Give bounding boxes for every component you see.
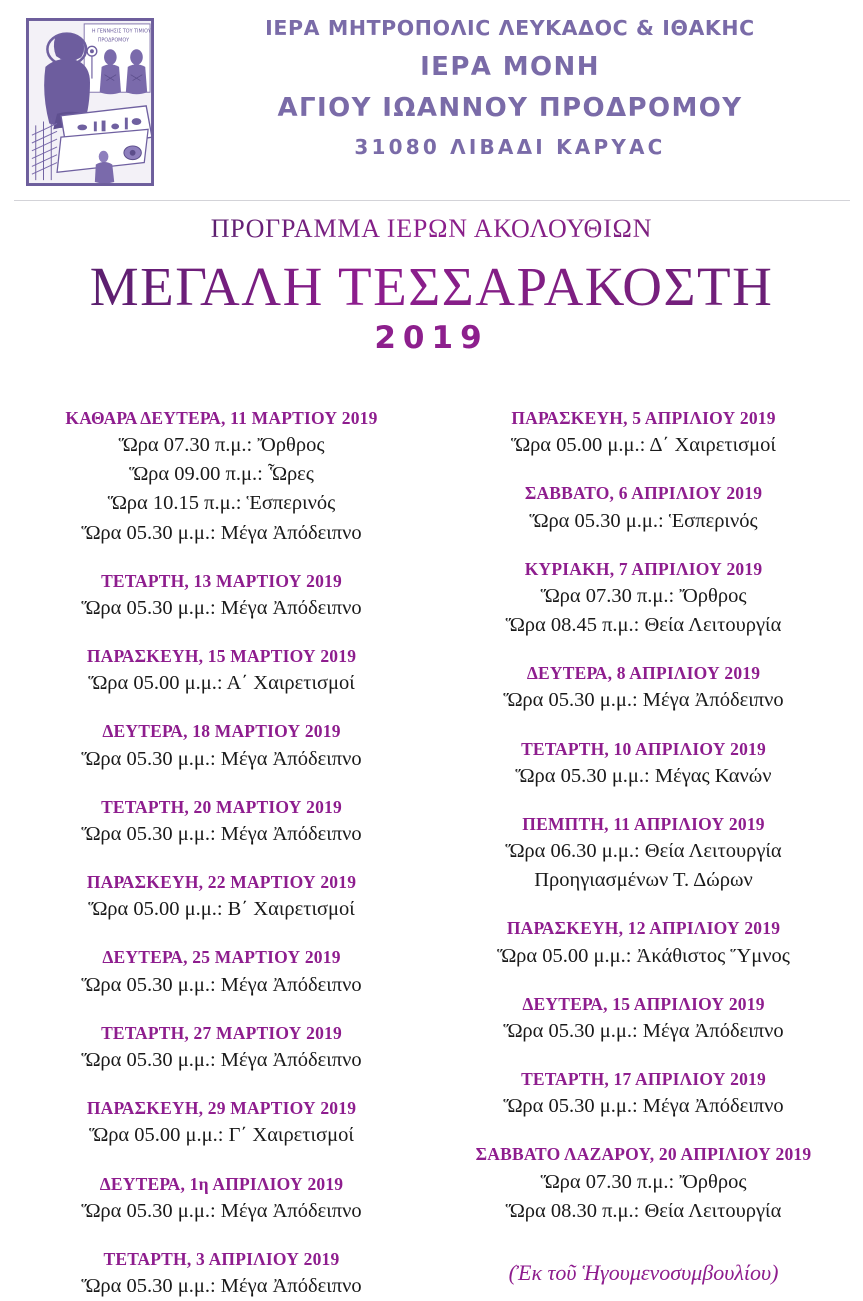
postal-address: 31080 ΛΙΒΑΔΙ ΚΑΡΥΑϹ bbox=[354, 134, 666, 159]
entry-service-line: Ὥρα 08.45 π.μ.: Θεία Λειτουργία bbox=[505, 614, 782, 637]
entry-service-line: Ὥρα 07.30 π.μ.: Ὄρθρος bbox=[118, 434, 325, 457]
svg-text:ΠΡΟΔΡΟΜΟΥ: ΠΡΟΔΡΟΜΟΥ bbox=[97, 37, 130, 44]
entry-service-line: Ὥρα 05.30 μ.μ.: Μέγα Ἀπόδειπνο bbox=[81, 596, 362, 619]
entry-date: ΤΕΤΑΡΤΗ, 27 ΜΑΡΤΙΟΥ 2019 bbox=[101, 1022, 342, 1043]
schedule-entry bbox=[30, 869, 413, 924]
entry-service-line: Ὥρα 05.30 μ.μ.: Μέγα Ἀπόδειπνο bbox=[503, 1095, 784, 1118]
schedule-column-right bbox=[431, 405, 862, 1301]
entry-service-line: Ὥρα 05.30 μ.μ.: Μέγα Ἀπόδειπνο bbox=[81, 521, 362, 544]
program-subtitle: ΠΡΟΓΡΑΜΜΑ ΙΕΡΩΝ ΑΚΟΛΟΥΘΙΩΝ bbox=[210, 214, 653, 243]
entry-date: ΚΑΘΑΡΑ ΔΕΥΤΕΡΑ, 11 ΜΑΡΤΙΟΥ 2019 bbox=[65, 408, 378, 428]
entry-date: ΤΕΤΑΡΤΗ, 3 ΑΠΡΙΛΙΟΥ 2019 bbox=[103, 1248, 340, 1269]
entry-service-line: Ὥρα 10.15 π.μ.: Ἑσπερινός bbox=[107, 492, 336, 515]
schedule-entry bbox=[451, 1141, 836, 1225]
schedule-entry bbox=[451, 480, 836, 535]
masthead bbox=[180, 18, 840, 158]
schedule-entry bbox=[451, 736, 836, 791]
entry-service-line: Ὥρα 05.30 μ.μ.: Μέγα Ἀπόδειπνο bbox=[81, 823, 362, 846]
schedule-entry bbox=[30, 718, 413, 773]
entry-service-line: Ὥρα 05.00 μ.μ.: Ἀκάθιστος Ὕμνος bbox=[497, 944, 790, 967]
svg-text:Η ΓΕΝΝΗΣΙΣ ΤΟΥ ΤΙΜΙΟΥ: Η ΓΕΝΝΗΣΙΣ ΤΟΥ ΤΙΜΙΟΥ bbox=[91, 28, 151, 35]
schedule-entry bbox=[451, 1066, 836, 1121]
schedule-entry bbox=[30, 1171, 413, 1226]
entry-date: ΠΑΡΑΣΚΕΥΗ, 15 ΜΑΡΤΙΟΥ 2019 bbox=[86, 646, 357, 667]
schedule-entry bbox=[451, 811, 836, 895]
entry-date: ΤΕΤΑΡΤΗ, 17 ΑΠΡΙΛΙΟΥ 2019 bbox=[521, 1069, 766, 1090]
entry-service-line: Ὥρα 05.30 μ.μ.: Ἑσπερινός bbox=[529, 509, 758, 532]
entry-service-line: Ὥρα 06.30 μ.μ.: Θεία Λειτουργία bbox=[505, 840, 782, 863]
entry-service-line: Προηγιασμένων Τ. Δώρων bbox=[534, 869, 753, 892]
entry-date: ΤΕΤΑΡΤΗ, 13 ΜΑΡΤΙΟΥ 2019 bbox=[101, 570, 342, 591]
entry-date: ΠΕΜΠΤΗ, 11 ΑΠΡΙΛΙΟΥ 2019 bbox=[522, 813, 765, 834]
page-title: ΜΕΓΑΛΗ ΤΕΣΣΑΡΑΚΟΣΤΗ bbox=[89, 256, 774, 317]
monastery-label: ΙΕΡΑ ΜΟΝΗ bbox=[420, 51, 600, 82]
entry-date: ΚΥΡΙΑΚΗ, 7 ΑΠΡΙΛΙΟΥ 2019 bbox=[524, 558, 763, 579]
entry-service-line: Ὥρα 05.30 μ.μ.: Μέγα Ἀπόδειπνο bbox=[503, 689, 784, 712]
document-header bbox=[0, 0, 863, 190]
entry-date: ΠΑΡΑΣΚΕΥΗ, 22 ΜΑΡΤΙΟΥ 2019 bbox=[86, 872, 357, 893]
schedule-entry bbox=[451, 660, 836, 715]
footer-attribution: (Ἐκ τοῦ Ἡγουμενοσυμβουλίου) bbox=[508, 1259, 779, 1285]
entry-service-line: Ὥρα 05.00 μ.μ.: Β΄ Χαιρετισμοί bbox=[88, 898, 355, 921]
entry-service-line: Ὥρα 07.30 π.μ.: Ὄρθρος bbox=[540, 1170, 747, 1193]
schedule-entry bbox=[30, 794, 413, 849]
entry-service-line: Ὥρα 05.30 μ.μ.: Μέγα Ἀπόδειπνο bbox=[81, 747, 362, 770]
entry-service-line: Ὥρα 05.00 μ.μ.: Α΄ Χαιρετισμοί bbox=[88, 672, 355, 695]
schedule-entry bbox=[451, 915, 836, 970]
header-divider bbox=[14, 200, 850, 201]
entry-date: ΤΕΤΑΡΤΗ, 20 ΜΑΡΤΙΟΥ 2019 bbox=[101, 796, 342, 817]
schedule-entry bbox=[30, 1095, 413, 1150]
icon-artwork bbox=[28, 20, 152, 184]
entry-service-line: Ὥρα 07.30 π.μ.: Ὄρθρος bbox=[540, 584, 747, 607]
schedule-entry bbox=[451, 991, 836, 1046]
entry-service-line: Ὥρα 08.30 π.μ.: Θεία Λειτουργία bbox=[505, 1199, 782, 1222]
year-label: 2019 bbox=[374, 319, 489, 356]
entry-service-line: Ὥρα 05.30 μ.μ.: Μέγα Ἀπόδειπνο bbox=[503, 1019, 784, 1042]
entry-service-line: Ὥρα 05.30 μ.μ.: Μέγα Ἀπόδειπνο bbox=[81, 1049, 362, 1072]
entry-date: ΠΑΡΑΣΚΕΥΗ, 5 ΑΠΡΙΛΙΟΥ 2019 bbox=[511, 408, 776, 428]
schedule-entry bbox=[30, 944, 413, 999]
entry-date: ΣΑΒΒΑΤΟ ΛΑΖΑΡΟΥ, 20 ΑΠΡΙΛΙΟΥ 2019 bbox=[475, 1144, 812, 1165]
entry-date: ΠΑΡΑΣΚΕΥΗ, 12 ΑΠΡΙΛΙΟΥ 2019 bbox=[506, 918, 781, 939]
entry-service-line: Ὥρα 05.00 μ.μ.: Δ΄ Χαιρετισμοί bbox=[511, 434, 776, 457]
schedule-entry bbox=[30, 405, 413, 548]
schedule-entry bbox=[451, 556, 836, 640]
schedule-entry bbox=[30, 1020, 413, 1075]
nativity-of-saint-john-the-baptist-icon bbox=[26, 18, 154, 186]
title-block bbox=[0, 214, 863, 356]
entry-service-line: Ὥρα 05.30 μ.μ.: Μέγα Ἀπόδειπνο bbox=[81, 1199, 362, 1222]
monastery-name: ΑΓΙΟΥ ΙΩΑΝΝΟΥ ΠΡΟΔΡΟΜΟΥ bbox=[277, 93, 743, 124]
entry-date: ΔΕΥΤΕΡΑ, 18 ΜΑΡΤΙΟΥ 2019 bbox=[102, 721, 341, 742]
entry-service-line: Ὥρα 09.00 π.μ.: Ὧρες bbox=[129, 463, 314, 486]
entry-date: ΤΕΤΑΡΤΗ, 10 ΑΠΡΙΛΙΟΥ 2019 bbox=[521, 738, 766, 759]
entry-service-line: Ὥρα 05.30 μ.μ.: Μέγας Κανών bbox=[515, 764, 772, 787]
entry-service-line: Ὥρα 05.30 μ.μ.: Μέγα Ἀπόδειπνο bbox=[81, 973, 362, 996]
entry-date: ΔΕΥΤΕΡΑ, 15 ΑΠΡΙΛΙΟΥ 2019 bbox=[522, 993, 765, 1014]
metropolis-line: ΙΕΡΑ ΜΗΤΡΟΠΟΛΙϹ ΛΕΥΚΑΔΟϹ & ΙΘΑΚΗϹ bbox=[265, 16, 755, 40]
schedule-entry bbox=[30, 643, 413, 698]
entry-date: ΔΕΥΤΕΡΑ, 25 ΜΑΡΤΙΟΥ 2019 bbox=[102, 947, 341, 968]
entry-date: ΣΑΒΒΑΤΟ, 6 ΑΠΡΙΛΙΟΥ 2019 bbox=[524, 483, 763, 504]
entry-date: ΔΕΥΤΕΡΑ, 8 ΑΠΡΙΛΙΟΥ 2019 bbox=[526, 663, 761, 684]
entry-service-line: Ὥρα 05.30 μ.μ.: Μέγα Ἀπόδειπνο bbox=[81, 1275, 362, 1298]
entry-date: ΔΕΥΤΕΡΑ, 1η ΑΠΡΙΛΙΟΥ 2019 bbox=[99, 1173, 344, 1194]
entry-service-line: Ὥρα 05.00 μ.μ.: Γ΄ Χαιρετισμοί bbox=[89, 1124, 354, 1147]
entry-date: ΠΑΡΑΣΚΕΥΗ, 29 ΜΑΡΤΙΟΥ 2019 bbox=[86, 1098, 357, 1119]
schedule-entry bbox=[451, 405, 836, 460]
schedule-entry bbox=[30, 1246, 413, 1301]
schedule-entry bbox=[30, 568, 413, 623]
schedule-column-left bbox=[0, 405, 431, 1301]
schedule-columns bbox=[0, 405, 863, 1301]
